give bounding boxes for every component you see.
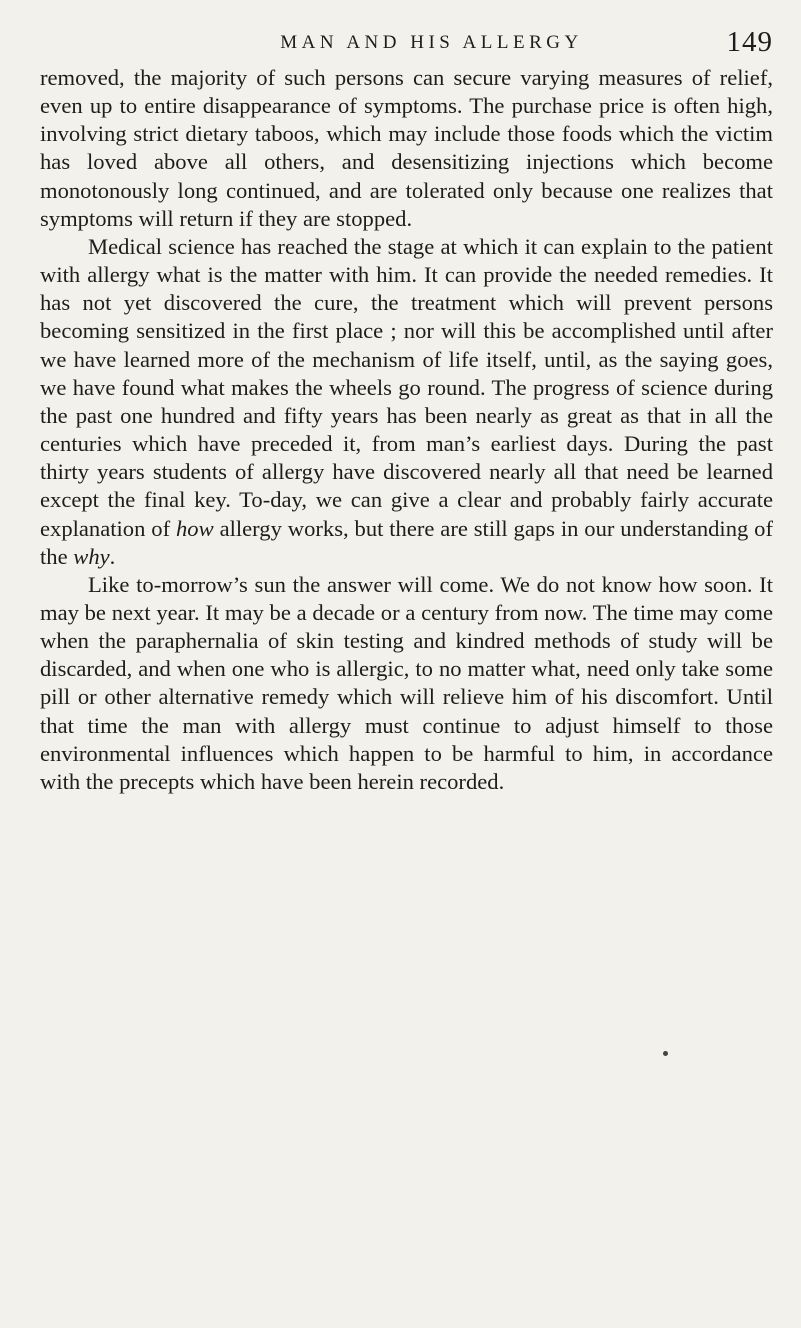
paragraph-3 bbox=[40, 571, 773, 796]
paragraph-3-text: Like to-morrow’s sun the answer will come. We do not know how soon. It may be next year. It may be a decade or a century from now. The time may come when the paraphernalia of skin testing and kindred methods of study will be discarded, and when one who is allergic, to no matter what, need only take some pill or other alternative remedy which will relieve him of his discomfort. Until that time the man with allergy must continue to adjust himself to those environmental influences which happen to be harmful to him, in accordance with the precepts which have been herein recorded. bbox=[40, 571, 773, 794]
paragraph-2-text-end: . bbox=[109, 543, 116, 569]
body-text bbox=[40, 64, 773, 796]
paragraph-1 bbox=[40, 64, 773, 233]
paragraph-2-text-middle: allergy works, but there are still gaps in our understanding of the bbox=[40, 515, 774, 569]
running-title: MAN AND HIS ALLERGY bbox=[280, 32, 583, 53]
paragraph-1-text: removed, the majority of such persons can secure varying measures of relief, even up to entire disappearance of symptoms. The purchase price is often high, involving strict dietary taboos, which may include those foods which the victim has loved above all others, and desensitizing injections which become monotonously long continued, and are tolerated only because one realizes that symptoms will return if they are stopped. bbox=[40, 65, 773, 231]
emphasis-how: how bbox=[176, 515, 214, 541]
paragraph-2 bbox=[40, 233, 773, 571]
paragraph-2-text-start: Medical science has reached the stage at which it can explain to the patient with allergy what is the matter with him. It can provide the needed remedies. It has not yet discovered the cure, the treatment which will prevent persons becoming sensitized in the first place ; nor will this be accomplished until after we have learned more of the mechanism of life itself, until, as the saying goes, we have found what makes the wheels go round. The progress of science during the past one hundred and fifty years has been nearly as great as that in all the centuries which have preceded it, from man’s earliest days. During the past thirty years students of allergy have discovered nearly all that need be learned except the final key. To-day, we can give a clear and probably fairly accurate explanation of bbox=[40, 233, 773, 541]
ink-speck bbox=[663, 1051, 668, 1056]
running-head bbox=[40, 28, 773, 64]
emphasis-why: why bbox=[73, 543, 110, 569]
page-number: 149 bbox=[726, 26, 773, 58]
